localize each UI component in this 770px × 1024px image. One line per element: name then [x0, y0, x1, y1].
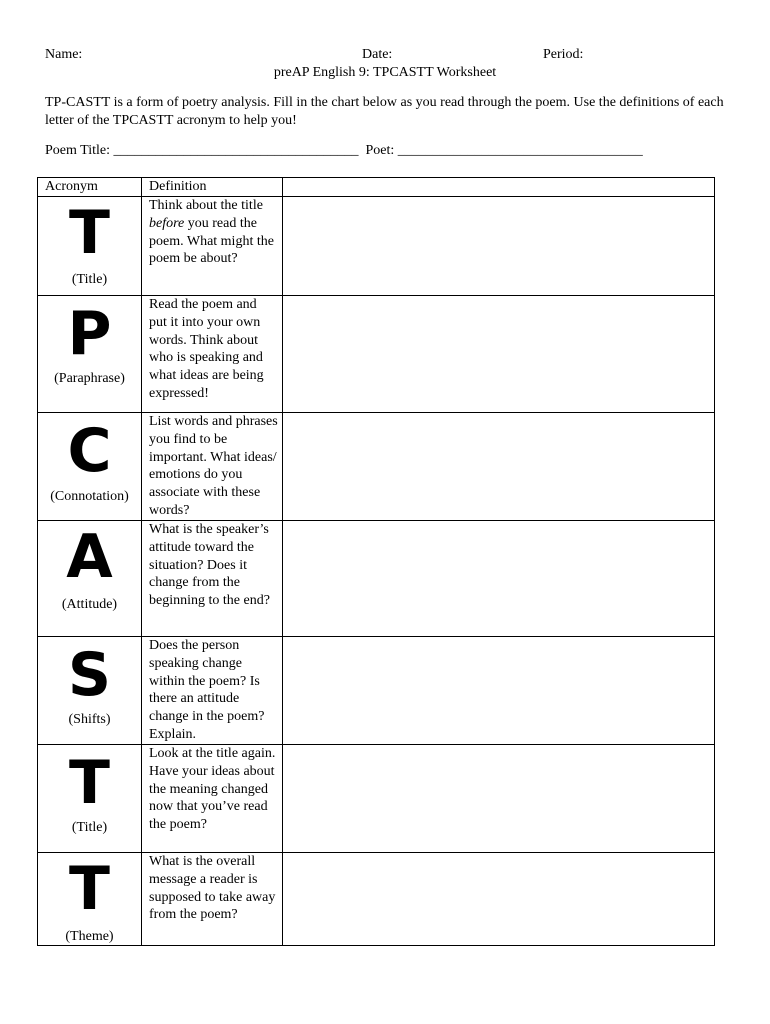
period-label: Period:: [543, 47, 584, 62]
response-cell[interactable]: [283, 637, 715, 745]
table-header-row: [38, 178, 715, 197]
acronym-letter: S: [67, 640, 112, 710]
table-row: [38, 637, 715, 745]
table-row: [38, 296, 715, 413]
acronym-letter: T: [69, 854, 110, 924]
date-label: Date:: [362, 47, 393, 62]
acronym-letter: P: [67, 299, 112, 369]
acronym-letter: A: [66, 522, 113, 592]
response-cell[interactable]: [283, 521, 715, 637]
acronym-letter: T: [69, 748, 110, 818]
name-label: Name:: [45, 47, 83, 62]
worksheet-title: preAP English 9: TPCASTT Worksheet: [273, 65, 497, 80]
acronym-word: (Title): [71, 820, 108, 835]
table-row: [38, 413, 715, 521]
acronym-word: (Paraphrase): [54, 371, 125, 386]
acronym-cell: [38, 745, 142, 853]
definition-cell: List words and phrases you find to be important. What ideas/ emotions do you associate with these words?: [142, 413, 283, 521]
definition-cell: Look at the title again. Have your ideas about the meaning changed now that you’ve read the poem?: [142, 745, 283, 853]
definition-emphasis: before: [149, 215, 185, 231]
acronym-word: (Connotation): [50, 489, 129, 504]
acronym-letter: C: [67, 416, 112, 486]
table-row: [38, 197, 715, 296]
header-acronym: Acronym: [38, 178, 142, 197]
table-row: [38, 521, 715, 637]
poet-blank[interactable]: ___________________________________: [397, 143, 643, 158]
table-row: [38, 745, 715, 853]
acronym-cell: [38, 853, 142, 946]
definition-cell: Read the poem and put it into your own words. Think about who is speaking and what ideas are being expressed!: [142, 296, 283, 413]
acronym-cell: [38, 637, 142, 745]
definition-cell: Does the person speaking change within the poem? Is there an attitude change in the poem? Explain.: [142, 637, 283, 745]
acronym-cell: [38, 413, 142, 521]
poem-title-label: Poem Title:: [45, 143, 110, 158]
acronym-cell: [38, 521, 142, 637]
header-definition: Definition: [142, 178, 283, 197]
acronym-cell: [38, 296, 142, 413]
acronym-word: (Theme): [65, 929, 114, 944]
header-response: [283, 178, 715, 197]
poem-title-blank[interactable]: ___________________________________: [113, 143, 359, 158]
poem-title-line: [45, 143, 643, 159]
acronym-letter: T: [69, 198, 110, 268]
definition-cell: What is the speaker’s attitude toward the situation? Does it change from the beginning to the end?: [142, 521, 283, 637]
poet-label: Poet:: [365, 143, 395, 158]
acronym-word: (Shifts): [68, 712, 111, 727]
acronym-cell: [38, 197, 142, 296]
acronym-word: (Title): [71, 272, 108, 287]
response-cell[interactable]: [283, 197, 715, 296]
acronym-word: (Attitude): [61, 597, 118, 612]
intro-paragraph: TP-CASTT is a form of poetry analysis. Fill in the chart below as you read through the poem. Use the definitions of each letter of the TPCASTT acronym to help you!: [45, 95, 724, 128]
response-cell[interactable]: [283, 413, 715, 521]
definition-cell: [142, 197, 283, 296]
response-cell[interactable]: [283, 745, 715, 853]
table-row: [38, 853, 715, 946]
definition-text: Think about the title: [149, 198, 263, 213]
definition-text: you read the poem. What might the poem be about?: [149, 215, 274, 267]
response-cell[interactable]: [283, 853, 715, 946]
tpcastt-table: [37, 177, 715, 946]
definition-cell: What is the overall message a reader is supposed to take away from the poem?: [142, 853, 283, 946]
response-cell[interactable]: [283, 296, 715, 413]
